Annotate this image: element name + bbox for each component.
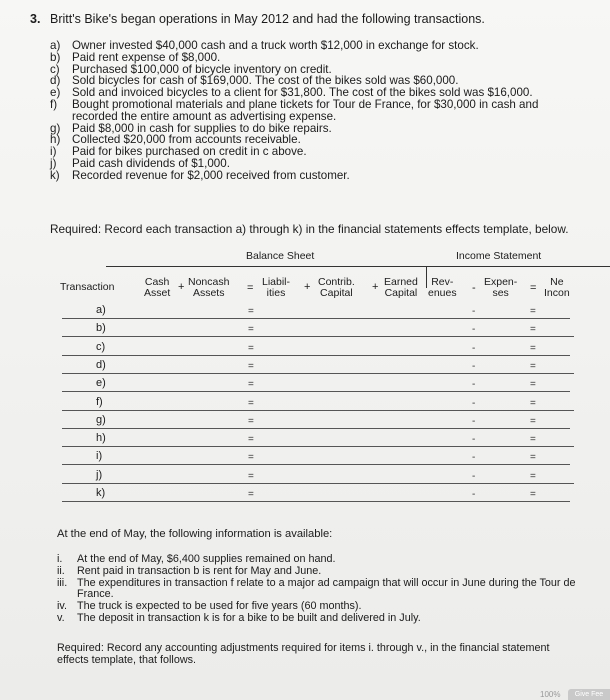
- minus-operator: -: [472, 282, 476, 294]
- equals-operator: =: [248, 452, 254, 464]
- transaction-text: Paid $8,000 in cash for supplies to do bike repairs.: [72, 121, 332, 135]
- followup-intro: At the end of May, the following information is available:: [57, 528, 333, 540]
- template-row-label: i): [96, 450, 103, 463]
- income-statement-header: Income Statement: [456, 250, 542, 262]
- adjustment-label: v.: [57, 611, 65, 624]
- equals-operator: =: [248, 434, 254, 446]
- transaction-item: [50, 170, 570, 182]
- transaction-text: Purchased $100,000 of bicycle inventory on credit.: [72, 62, 332, 76]
- equals-operator: =: [530, 282, 537, 294]
- transaction-text: Paid for bikes purchased on credit in c above.: [72, 145, 307, 159]
- adjustment-text: The expenditures in transaction f relate to a major ad campaign that will occur in June during the Tour de France.: [77, 576, 576, 601]
- equals-operator: =: [248, 306, 254, 317]
- col-net-income: Ne Incon: [544, 276, 570, 299]
- template-row-line: [62, 355, 570, 356]
- template-row-line: [62, 483, 574, 484]
- adjustment-label: ii.: [57, 564, 65, 577]
- question-number: 3.: [30, 12, 41, 26]
- template-row-label: a): [96, 304, 106, 316]
- col-contrib-capital: Contrib. Capital: [318, 276, 355, 299]
- template-row-line: [62, 464, 570, 465]
- equals-operator: =: [530, 379, 536, 391]
- minus-operator: -: [472, 452, 476, 464]
- transaction-label: e): [50, 86, 61, 100]
- transaction-label: b): [50, 50, 61, 64]
- equals-operator: =: [530, 489, 536, 500]
- transaction-text: Bought promotional materials and plane tickets for Tour de France, for $30,000 in cash and recorded the entire amount as advertising expense.: [72, 97, 539, 123]
- transaction-text: Paid rent expense of $8,000.: [72, 50, 221, 64]
- effects-template-table: [56, 242, 576, 512]
- plus-operator: +: [178, 281, 185, 293]
- template-row-line: [62, 373, 574, 374]
- question-title: Britt's Bike's began operations in May 2012 and had the following transactions.: [50, 12, 485, 26]
- adjustment-label: iii.: [57, 576, 68, 589]
- plus-operator: +: [372, 281, 379, 293]
- transaction-text: Owner invested $40,000 cash and a truck worth $12,000 in exchange for stock.: [72, 39, 479, 52]
- minus-operator: -: [472, 360, 476, 372]
- template-row-label: k): [96, 487, 106, 499]
- template-row-line: [62, 428, 570, 429]
- equals-operator: =: [248, 470, 254, 482]
- col-noncash-assets: Noncash Assets: [188, 276, 230, 299]
- minus-operator: -: [472, 470, 476, 482]
- equals-operator: =: [530, 452, 536, 464]
- template-row-line: [62, 446, 574, 447]
- minus-operator: -: [472, 324, 476, 336]
- adjustment-label: i.: [57, 553, 63, 565]
- transaction-label: i): [50, 145, 57, 159]
- template-row-label: e): [96, 377, 106, 390]
- template-row-label: j): [96, 468, 103, 481]
- template-row-label: c): [96, 340, 106, 353]
- template-row-line: [62, 391, 570, 392]
- feedback-button[interactable]: Give Fee: [568, 689, 610, 700]
- equals-operator: =: [248, 360, 254, 372]
- minus-operator: -: [472, 415, 476, 427]
- transaction-label: k): [50, 168, 60, 182]
- equals-operator: =: [248, 324, 254, 336]
- minus-operator: -: [472, 342, 476, 354]
- equals-operator: =: [530, 324, 536, 336]
- equals-operator: =: [248, 397, 254, 409]
- minus-operator: -: [472, 379, 476, 391]
- transaction-label: a): [50, 39, 61, 52]
- equals-operator: =: [530, 415, 536, 427]
- template-row-label: f): [96, 395, 103, 408]
- transaction-text: Sold and invoiced bicycles to a client for $31,800. The cost of the bikes sold was $16,000.: [72, 86, 533, 100]
- transaction-text: Collected $20,000 from accounts receivable.: [72, 133, 301, 147]
- equals-operator: =: [248, 342, 254, 354]
- transaction-text: Sold bicycles for cash of $169,000. The cost of the bikes sold was $60,000.: [72, 74, 459, 88]
- zoom-level: 100%: [540, 690, 561, 699]
- transaction-label: f): [50, 97, 58, 111]
- required-instruction: Required: Record each transaction a) through k) in the financial statements effects template, below.: [50, 222, 569, 236]
- template-row-label: d): [96, 358, 106, 371]
- equals-operator: =: [530, 342, 536, 354]
- col-revenues: Rev- enues: [428, 276, 457, 299]
- col-expenses: Expen- ses: [484, 276, 518, 299]
- equals-operator: =: [248, 415, 254, 427]
- equals-operator: =: [248, 379, 254, 391]
- adjustment-item: [57, 613, 577, 625]
- template-row-line: [62, 501, 570, 502]
- equals-operator: =: [248, 489, 254, 500]
- template-row-label: g): [96, 413, 106, 426]
- transaction-text: Paid cash dividends of $1,000.: [72, 156, 230, 170]
- template-row-label: h): [96, 432, 106, 445]
- col-cash-asset: Cash Asset: [144, 276, 171, 299]
- transaction-text: Recorded revenue for $2,000 received from customer.: [72, 168, 350, 182]
- adjustment-label: iv.: [57, 600, 67, 613]
- transaction-label: d): [50, 74, 61, 88]
- template-row-line: [62, 410, 574, 411]
- transaction-item: [50, 99, 570, 123]
- transaction-label: j): [50, 156, 57, 170]
- equals-operator: =: [247, 282, 254, 294]
- adjustment-text: The deposit in transaction k is for a bike to be built and delivered in July.: [77, 611, 421, 624]
- equals-operator: =: [530, 470, 536, 482]
- minus-operator: -: [472, 434, 476, 446]
- equals-operator: =: [530, 434, 536, 446]
- col-transaction: Transaction: [60, 281, 115, 293]
- balance-sheet-header: Balance Sheet: [246, 250, 315, 262]
- minus-operator: -: [472, 397, 476, 409]
- col-earned-capital: Earned Capital: [384, 276, 418, 299]
- template-row-line: [62, 336, 574, 337]
- transaction-list: [50, 40, 570, 182]
- followup-required: Required: Record any accounting adjustments required for items i. through v., in the financial statement effects template, that follows.: [57, 642, 550, 666]
- minus-operator: -: [472, 489, 476, 500]
- adjustment-item: [57, 578, 577, 602]
- transaction-label: g): [50, 121, 61, 135]
- col-liabilities: Liabil- ities: [262, 276, 291, 299]
- adjustment-text: At the end of May, $6,400 supplies remained on hand.: [77, 553, 336, 565]
- minus-operator: -: [472, 306, 476, 317]
- adjustment-text: The truck is expected to be used for five years (60 months).: [77, 600, 362, 613]
- transaction-label: h): [50, 133, 61, 147]
- adjustment-text: Rent paid in transaction b is rent for May and June.: [77, 564, 322, 577]
- equals-operator: =: [530, 306, 536, 317]
- equals-operator: =: [530, 360, 536, 372]
- equals-operator: =: [530, 397, 536, 409]
- transaction-label: c): [50, 62, 60, 76]
- template-row-line: [62, 318, 570, 319]
- template-row-label: b): [96, 322, 106, 335]
- adjustment-list: [57, 554, 577, 625]
- plus-operator: +: [304, 281, 311, 293]
